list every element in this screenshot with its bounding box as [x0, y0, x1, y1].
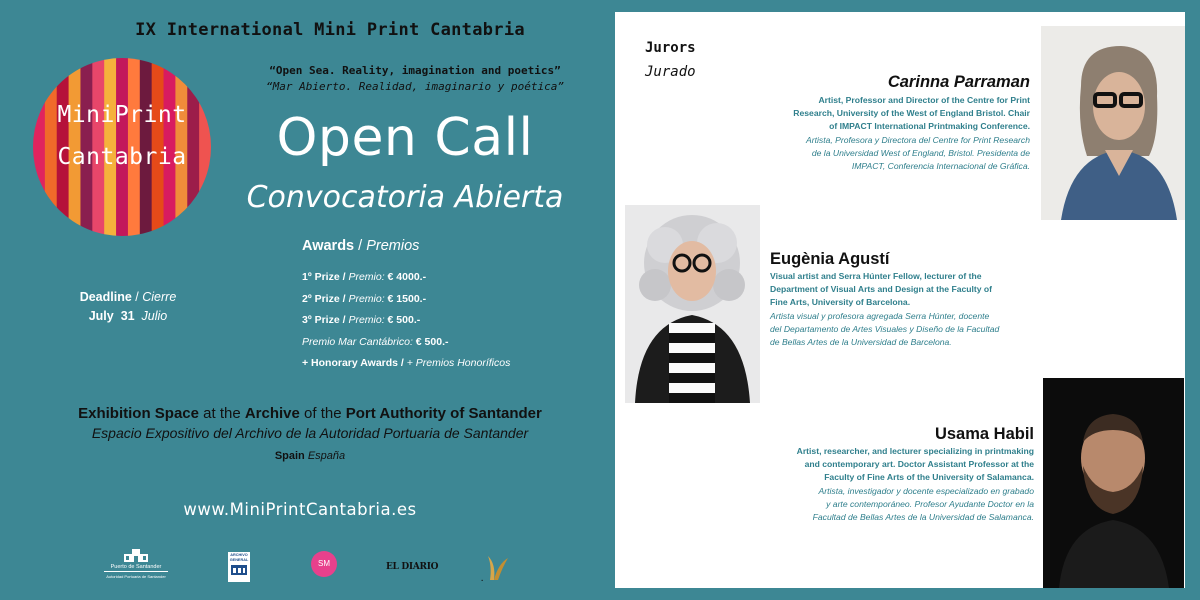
venue-es: Espacio Expositivo del Archivo de la Autoridad Portuaria de Santander — [91, 425, 529, 441]
puerto-name: Puerto de Santander — [110, 564, 162, 570]
award-amount: € 500.- — [384, 314, 421, 326]
venue-country — [0, 450, 620, 462]
country-en: Spain — [274, 450, 305, 462]
award-es: Premio: — [345, 292, 385, 305]
venue-en — [0, 405, 620, 422]
juror-name: Carinna Parraman — [887, 73, 1030, 91]
bio-en-line: Visual artist and Serra Húnter Fellow, lecturer of the — [770, 271, 982, 281]
award-amount: € 1500.- — [384, 292, 427, 305]
juror-photo — [625, 205, 760, 403]
puerto-authority: Autoridad Portuaria de Santander — [106, 574, 166, 579]
deadline-month: July — [88, 309, 114, 323]
plant-icon — [480, 550, 514, 584]
deadline-sep: / — [131, 290, 143, 304]
award-honorary-en: + Honorary Awards / — [302, 357, 407, 369]
bio-es-line: del Departamento de Artes Visuales y Diseño de la Facultad — [770, 323, 1000, 334]
bio-en-line: of IMPACT International Printmaking Conference. — [829, 121, 1030, 132]
award-special-es: Premio Mar Cantábrico: — [302, 335, 413, 348]
juror-photo — [1043, 378, 1184, 588]
bio-es-line: Artista visual y profesora agregada Serra Húnter, docente — [770, 310, 990, 321]
venue-p1: Exhibition Space — [78, 405, 199, 422]
award-en: 3º Prize / — [302, 314, 346, 326]
bio-es-line: y arte contemporáneo. Profesor Ayudante Doctor en la — [826, 498, 1034, 509]
sm-logo — [311, 551, 337, 577]
archivo-label: ARCHIVO GENERAL — [229, 553, 249, 562]
award-special-amount: € 500.- — [412, 335, 449, 348]
bio-es-line: Artista, Profesora y Directora del Centre for Print Research — [806, 134, 1030, 145]
award-es: Premio: — [345, 314, 385, 326]
jurors-card — [615, 12, 1185, 588]
bio-en-line: Artist, researcher, and lecturer specializing in printmaking — [796, 446, 1034, 456]
logo-text-line1: MiniPrint — [57, 102, 187, 128]
juror-bio — [674, 445, 1034, 524]
awards — [302, 238, 562, 375]
award-honorary-es: + Premios Honoríficos — [406, 357, 511, 369]
venue-p5: Port Authority of Santander — [345, 405, 542, 422]
venue-p4: of the — [299, 405, 346, 422]
award-amount: € 4000.- — [384, 271, 427, 283]
award-special — [302, 332, 562, 354]
bio-es-line: IMPACT, Conferencia Internacional de Gráfica. — [851, 161, 1030, 172]
award-es: Premio: — [345, 271, 385, 283]
country-es: España — [304, 450, 346, 462]
juror-bio — [670, 94, 1030, 173]
deadline-day: 31 — [120, 309, 135, 323]
bio-en-line: and contemporary art. Doctor Assistant Professor at the — [804, 459, 1034, 470]
deadline-month-es: Julio — [141, 309, 168, 323]
miniprint-logo — [33, 58, 211, 236]
open-call-subtitle: Convocatoria Abierta — [246, 180, 564, 215]
venue — [0, 405, 620, 462]
building-icon — [96, 548, 176, 564]
event-title: IX International Mini Print Cantabria — [135, 20, 525, 40]
deadline-label-line — [48, 288, 208, 307]
puerto-divider — [104, 571, 168, 572]
award-en: 1º Prize / — [302, 271, 346, 283]
el-diario-logo: EL DIARIO — [386, 562, 439, 572]
theme-en: “Open Sea. Reality, imagination and poetics” — [269, 64, 561, 77]
bio-es-line: de Bellas Artes de la Universidad de Barcelona. — [770, 337, 952, 348]
juror-name: Usama Habil — [934, 425, 1034, 443]
awards-list — [302, 267, 562, 375]
awards-heading-en: Awards — [302, 238, 355, 254]
website-link[interactable]: www.MiniPrintCantabria.es — [183, 500, 417, 519]
archivo-general-logo — [228, 552, 250, 582]
right-panel — [600, 0, 1200, 600]
bio-en-line: Department of Visual Arts and Design at the Faculty of — [770, 284, 993, 295]
plant-logo — [480, 550, 514, 584]
bio-en-line: Artist, Professor and Director of the Centre for Print — [818, 95, 1030, 105]
portrait-woman-curly-hair — [625, 205, 760, 403]
awards-heading — [302, 238, 562, 254]
deadline-label: Deadline — [79, 290, 132, 304]
award-item — [302, 289, 562, 311]
award-item — [302, 310, 562, 332]
juror-bio — [770, 270, 1090, 349]
deadline — [48, 288, 208, 326]
bio-es-line: Facultad de Bellas Artes de la Universidad de Salamanca. — [812, 512, 1034, 523]
partner-logos — [0, 545, 600, 595]
sm-text: SM — [318, 559, 330, 568]
juror-name: Eugènia Agustí — [770, 250, 890, 268]
jurors-heading-es: Jurado — [645, 64, 696, 80]
logo-text-line2: Cantabria — [57, 144, 187, 170]
award-honorary — [302, 353, 562, 375]
portrait-man-beard — [1043, 378, 1184, 588]
venue-p3: Archive — [244, 405, 300, 422]
deadline-label-es: Cierre — [142, 290, 177, 304]
jurors-heading: Jurors — [645, 40, 696, 56]
bio-en-line: Research, University of the West of England Bristol. Chair — [793, 108, 1030, 119]
bio-en-line: Fine Arts, University of Barcelona. — [770, 297, 911, 308]
portrait-woman-glasses — [1041, 26, 1185, 220]
awards-heading-sep: / — [354, 238, 367, 254]
open-call-title: Open Call — [276, 108, 534, 168]
puerto-santander-logo — [96, 548, 176, 588]
deadline-date-line — [48, 307, 208, 326]
award-en: 2º Prize / — [302, 292, 346, 305]
bio-en-line: Faculty of Fine Arts of the University of Salamanca. — [824, 472, 1034, 483]
archive-building-icon — [228, 562, 250, 580]
venue-p2: at the — [198, 405, 245, 422]
theme-es: “Mar Abierto. Realidad, imaginario y poética” — [265, 80, 564, 93]
juror-photo — [1041, 26, 1185, 220]
awards-heading-es: Premios — [366, 238, 420, 254]
bio-es-line: de la Universidad West of England, Bristol. Presidenta de — [811, 147, 1030, 158]
svg-text:.: . — [481, 576, 484, 583]
bio-es-line: Artista, investigador y docente especializado en grabado — [818, 485, 1034, 496]
award-item — [302, 267, 562, 289]
